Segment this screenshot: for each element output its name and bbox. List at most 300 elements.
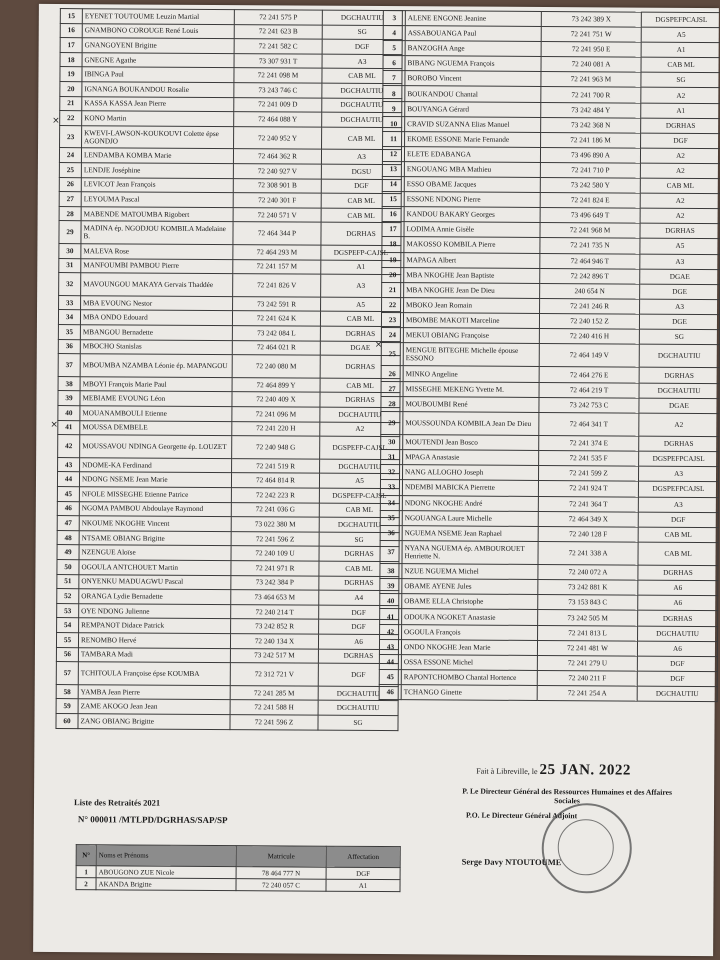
row-number: 22 bbox=[382, 297, 404, 312]
row-number: 45 bbox=[57, 487, 79, 502]
employee-name: MBA ONDO Edouard bbox=[80, 310, 232, 326]
employee-name: MBA NKOGHE Jean Baptiste bbox=[404, 267, 540, 283]
employee-name: MABENDE MATOUMBA Rigobert bbox=[81, 206, 233, 222]
employee-matricule: 72 241 096 M bbox=[232, 407, 320, 422]
row-number: 39 bbox=[58, 391, 80, 406]
employee-name: NFOLE MISSEGHE Etienne Patrice bbox=[79, 487, 231, 503]
employee-matricule: 72 464 021 R bbox=[232, 340, 320, 355]
employee-assignment: A3 bbox=[638, 497, 718, 513]
employee-assignment: DGCHAUTIU bbox=[638, 626, 718, 642]
row-number: 48 bbox=[57, 530, 79, 545]
employee-name: GNANGOYENI Brigitte bbox=[82, 38, 234, 54]
employee-matricule: 73 242 517 M bbox=[230, 648, 318, 663]
employee-matricule: 73 464 653 M bbox=[231, 590, 319, 605]
employee-matricule: 72 240 952 Y bbox=[234, 126, 322, 149]
employee-assignment: DGCHAUTIU bbox=[318, 686, 398, 701]
employee-matricule: 72 464 946 T bbox=[540, 253, 640, 269]
employee-assignment: DGAE bbox=[640, 269, 720, 285]
employee-matricule: 72 241 374 E bbox=[539, 436, 639, 452]
employee-matricule: 72 241 924 T bbox=[538, 481, 638, 497]
row-number: 55 bbox=[56, 632, 78, 647]
row-number: 35 bbox=[58, 325, 80, 340]
employee-assignment: A1 bbox=[641, 103, 720, 119]
employee-assignment: DGRHAS bbox=[640, 223, 720, 239]
row-number: 29 bbox=[59, 221, 81, 244]
employee-name: NGOMA PAMBOU Abdoulaye Raymond bbox=[79, 501, 231, 517]
employee-assignment: A6 bbox=[638, 580, 718, 596]
employee-name: OGOULA ANTCHOUET Martin bbox=[79, 560, 231, 576]
employee-name: OBAME ELLA Christophe bbox=[402, 594, 538, 610]
employee-assignment: DGSPEFP-CAJSL bbox=[319, 488, 399, 503]
employee-assignment: SG bbox=[639, 329, 719, 345]
employee-assignment: DGF bbox=[638, 512, 718, 528]
table-row bbox=[381, 411, 719, 436]
employee-matricule: 72 240 072 A bbox=[538, 565, 638, 581]
employee-name: ASSABOUANGA Paul bbox=[405, 26, 541, 42]
employee-matricule: 72 464 276 E bbox=[539, 367, 639, 383]
employee-matricule: 72 241 735 N bbox=[540, 238, 640, 254]
employee-matricule: 72 241 575 P bbox=[234, 10, 322, 25]
row-number: 14 bbox=[382, 177, 404, 192]
employee-assignment: A5 bbox=[321, 297, 401, 312]
employee-name: MINKO Angeline bbox=[403, 366, 539, 382]
employee-name: RENOMBO Hervé bbox=[78, 633, 230, 649]
employee-matricule: 72 240 211 F bbox=[537, 670, 637, 686]
employee-name: MBOMBE MAKOTI Marceline bbox=[403, 313, 539, 329]
document-page bbox=[33, 4, 719, 956]
employee-name: ORANGA Lydie Bernadette bbox=[79, 589, 231, 605]
employee-matricule: 72 464 293 M bbox=[233, 245, 321, 260]
employee-assignment: A4 bbox=[319, 590, 399, 605]
row-number: 41 bbox=[58, 420, 80, 435]
employee-name: YAMBA Jean Pierre bbox=[78, 684, 230, 700]
employee-name: BOUYANGA Gérard bbox=[405, 101, 541, 117]
employee-name: NANG ALLOGHO Joseph bbox=[403, 465, 539, 481]
employee-name: MENGUE BITEGHE Michelle épouse ESSONO bbox=[403, 343, 539, 367]
employee-assignment: DGCHAUTIU bbox=[319, 517, 399, 532]
employee-matricule: 72 308 901 B bbox=[233, 178, 321, 193]
employee-matricule: 72 241 254 A bbox=[537, 685, 637, 701]
row-number: 33 bbox=[59, 295, 81, 310]
employee-assignment: DGE bbox=[639, 314, 719, 330]
employee-name: IBINGA Paul bbox=[82, 67, 234, 83]
employee-matricule: 72 241 279 U bbox=[537, 655, 637, 671]
row-number: 40 bbox=[380, 594, 402, 609]
employee-matricule: 72 240 948 G bbox=[232, 436, 320, 459]
row-number: 42 bbox=[380, 624, 402, 639]
employee-matricule: 72 464 341 T bbox=[539, 412, 639, 436]
employee-assignment: DGF bbox=[637, 656, 717, 672]
employee-matricule: 72 240 214 T bbox=[231, 604, 319, 619]
employee-assignment: A3 bbox=[321, 150, 401, 165]
employee-matricule: 72 240 409 X bbox=[232, 392, 320, 407]
header-assignment: Affectation bbox=[326, 846, 400, 867]
row-number: 27 bbox=[59, 192, 81, 207]
employee-matricule: 72 464 088 Y bbox=[234, 112, 322, 127]
employee-matricule: 72 241 751 W bbox=[541, 27, 641, 43]
employee-matricule: 72 240 571 V bbox=[233, 207, 321, 222]
row-number: 31 bbox=[381, 450, 403, 465]
employee-matricule: 72 241 009 D bbox=[234, 97, 322, 112]
employee-assignment: A6 bbox=[637, 641, 717, 657]
row-number: 47 bbox=[57, 516, 79, 531]
employee-assignment: DGRHAS bbox=[319, 546, 399, 561]
employee-name: MPAGA Anastasie bbox=[403, 450, 539, 466]
employee-assignment: DGF bbox=[641, 133, 720, 149]
row-number: 9 bbox=[383, 101, 405, 116]
employee-matricule: 72 464 349 X bbox=[538, 511, 638, 527]
row-number: 36 bbox=[380, 525, 402, 540]
employee-assignment: SG bbox=[322, 25, 402, 40]
employee-name: NDOME-KA Ferdinand bbox=[80, 457, 232, 473]
employee-assignment: SG bbox=[319, 532, 399, 547]
employee-matricule: 72 312 721 V bbox=[230, 663, 318, 686]
employee-name: OGOULA François bbox=[402, 624, 538, 640]
employee-name: MAVOUNGOU MAKAYA Gervais Thaddée bbox=[81, 273, 233, 297]
employee-assignment: CAB ML bbox=[322, 127, 402, 150]
table-row bbox=[59, 273, 401, 298]
employee-assignment: DGRHAS bbox=[638, 611, 718, 627]
employee-matricule: 73 307 931 T bbox=[234, 53, 322, 68]
employee-name: NZENGUE Aloïse bbox=[79, 545, 231, 561]
employee-assignment: A3 bbox=[321, 274, 401, 297]
employee-name: LEYOUMA Pascal bbox=[81, 192, 233, 208]
row-number: 5 bbox=[383, 41, 405, 56]
employee-name: GNAMBONO COROUGE René Louis bbox=[82, 23, 234, 39]
employee-assignment: DGCHAUTIU bbox=[639, 344, 719, 368]
employee-matricule: 72 241 971 R bbox=[231, 561, 319, 576]
row-number: 28 bbox=[59, 206, 81, 221]
employee-name: MOUANAMBOULI Etienne bbox=[80, 406, 232, 422]
personnel-table-left bbox=[55, 8, 402, 731]
employee-name: MOUSSA DEMBELE bbox=[80, 420, 232, 436]
employee-assignment: CAB ML bbox=[641, 57, 720, 73]
employee-matricule: 73 496 890 A bbox=[540, 147, 640, 163]
employee-assignment: DGCHAUTIU bbox=[322, 83, 402, 98]
employee-matricule: 72 241 157 M bbox=[233, 259, 321, 274]
employee-name: MEBIAME EVOUNG Léon bbox=[80, 391, 232, 407]
row-number: 25 bbox=[381, 343, 403, 367]
row-number: 46 bbox=[379, 684, 401, 699]
employee-assignment: CAB ML bbox=[320, 378, 400, 393]
employee-name: KASSA KASSA Jean Pierre bbox=[82, 96, 234, 112]
employee-assignment: DGCHAUTIU bbox=[318, 700, 398, 715]
employee-name: MBA NKOGHE Jean De Dieu bbox=[404, 282, 540, 298]
employee-assignment: A5 bbox=[319, 474, 399, 489]
row-number: 37 bbox=[58, 354, 80, 377]
employee-name: BOUKANDOU Chantal bbox=[405, 86, 541, 102]
employee-name: NGUEMA NSEME Jean Raphael bbox=[402, 525, 538, 541]
employee-matricule: 72 240 057 C bbox=[236, 879, 326, 892]
employee-matricule: 73 242 389 X bbox=[541, 12, 641, 28]
row-number: 30 bbox=[381, 435, 403, 450]
row-number: 4 bbox=[383, 26, 405, 41]
employee-assignment: A5 bbox=[641, 27, 720, 43]
employee-assignment: SG bbox=[318, 715, 398, 730]
row-number: 49 bbox=[57, 545, 79, 560]
employee-assignment: DGRHAS bbox=[641, 118, 720, 134]
row-number: 38 bbox=[58, 376, 80, 391]
employee-matricule: 73 242 580 Y bbox=[540, 178, 640, 194]
handwritten-mark: × bbox=[52, 116, 60, 127]
table-row bbox=[379, 684, 717, 701]
table-row bbox=[380, 540, 718, 565]
row-number: 35 bbox=[380, 510, 402, 525]
employee-matricule: 73 153 843 C bbox=[538, 595, 638, 611]
employee-matricule: 72 241 535 F bbox=[539, 451, 639, 467]
row-number: 23 bbox=[60, 125, 82, 148]
employee-matricule: 72 241 596 Z bbox=[230, 715, 318, 730]
table-row bbox=[58, 354, 400, 379]
employee-assignment: DGSPEFPCAJSL bbox=[638, 482, 718, 498]
employee-name: ALENE ENGONE Jeanine bbox=[405, 11, 541, 27]
employee-assignment: DGF bbox=[326, 867, 400, 879]
employee-assignment: A2 bbox=[640, 208, 720, 224]
employee-matricule: 72 240 080 M bbox=[232, 355, 320, 378]
employee-matricule: 72 241 481 W bbox=[537, 640, 637, 656]
employee-matricule: 73 242 505 M bbox=[538, 610, 638, 626]
row-number: 21 bbox=[382, 282, 404, 297]
employee-assignment: DGF bbox=[321, 179, 401, 194]
employee-assignment: DGRHAS bbox=[321, 223, 401, 246]
row-number: 40 bbox=[58, 406, 80, 421]
employee-matricule: 72 240 081 A bbox=[541, 57, 641, 73]
row-number: 39 bbox=[380, 579, 402, 594]
employee-matricule: 72 241 813 L bbox=[538, 625, 638, 641]
employee-assignment: DGSU bbox=[321, 164, 401, 179]
row-number: 30 bbox=[59, 244, 81, 259]
employee-name: MOUSSOUNDA KOMBILA Jean De Dieu bbox=[403, 411, 539, 435]
employee-name: OYE NDONG Julienne bbox=[79, 603, 231, 619]
employee-assignment: A2 bbox=[640, 163, 720, 179]
row-number: 19 bbox=[60, 67, 82, 82]
employee-matricule: 72 240 927 V bbox=[233, 164, 321, 179]
employee-matricule: 73 242 591 R bbox=[233, 296, 321, 311]
employee-matricule: 73 242 753 C bbox=[539, 397, 639, 413]
employee-assignment: CAB ML bbox=[321, 193, 401, 208]
employee-matricule: 72 241 220 H bbox=[232, 421, 320, 436]
employee-name: MADINA ép. NGODJOU KOMBILA Madelaine B. bbox=[81, 221, 233, 245]
employee-assignment: CAB ML bbox=[319, 561, 399, 576]
row-number: 34 bbox=[380, 495, 402, 510]
employee-matricule: 72 464 899 Y bbox=[232, 377, 320, 392]
employee-name: MOUBOUMBI René bbox=[403, 396, 539, 412]
employee-matricule: 72 241 036 G bbox=[231, 502, 319, 517]
header-number: N° bbox=[76, 845, 96, 866]
employee-assignment: DGF bbox=[319, 619, 399, 634]
place-date-prefix: Fait à Libreville, le bbox=[476, 766, 538, 776]
employee-assignment: DGCHAUTIU bbox=[637, 686, 717, 702]
row-number: 18 bbox=[382, 237, 404, 252]
employee-matricule: 73 243 746 C bbox=[234, 83, 322, 98]
employee-matricule: 73 242 084 L bbox=[232, 326, 320, 341]
row-number: 10 bbox=[383, 116, 405, 131]
employee-matricule: 72 241 285 M bbox=[230, 685, 318, 700]
employee-assignment: DGCHAUTIU bbox=[639, 383, 719, 399]
row-number: 42 bbox=[58, 435, 80, 458]
employee-name: MISSEGHE MEKENG Yvette M. bbox=[403, 381, 539, 397]
row-number: 23 bbox=[381, 312, 403, 327]
employee-matricule: 72 241 596 Z bbox=[231, 531, 319, 546]
employee-assignment: DGF bbox=[322, 39, 402, 54]
retired-table bbox=[75, 844, 400, 892]
employee-matricule: 72 241 824 E bbox=[540, 193, 640, 209]
employee-matricule: 72 464 149 V bbox=[539, 344, 639, 368]
employee-matricule: 78 464 777 N bbox=[236, 867, 326, 880]
row-number: 53 bbox=[57, 603, 79, 618]
employee-matricule: 73 242 484 Y bbox=[541, 102, 641, 118]
signer-name: Serge Davy NTOUTOUME bbox=[461, 856, 562, 868]
employee-matricule: 72 241 599 Z bbox=[538, 466, 638, 482]
employee-assignment: A2 bbox=[639, 413, 719, 437]
employee-matricule: 72 241 624 K bbox=[232, 311, 320, 326]
employee-assignment: A3 bbox=[640, 299, 720, 315]
row-number: 41 bbox=[380, 609, 402, 624]
employee-assignment: DGCHAUTIU bbox=[322, 10, 402, 25]
row-number: 50 bbox=[57, 559, 79, 574]
row-number: 17 bbox=[60, 38, 82, 53]
signature-date: 25 JAN. 2022 bbox=[539, 762, 632, 779]
employee-assignment: A6 bbox=[318, 634, 398, 649]
row-number: 17 bbox=[382, 222, 404, 237]
employee-name: OBAME AYENE Jules bbox=[402, 579, 538, 595]
employee-assignment: CAB ML bbox=[319, 503, 399, 518]
signer-title: P. Le Directeur Général des Ressources Humaines et des Affaires Sociales bbox=[462, 786, 672, 806]
employee-assignment: A6 bbox=[638, 595, 718, 611]
employee-matricule: 72 241 963 M bbox=[541, 72, 641, 88]
row-number: 12 bbox=[382, 146, 404, 161]
employee-name: ONYENKU MADUAGWU Pascal bbox=[79, 574, 231, 590]
employee-matricule: 72 241 700 R bbox=[541, 87, 641, 103]
row-number: 27 bbox=[381, 381, 403, 396]
row-number: 28 bbox=[381, 396, 403, 411]
row-number: 16 bbox=[60, 23, 82, 38]
personnel-table-right bbox=[379, 10, 720, 702]
employee-assignment: DGF bbox=[318, 663, 398, 686]
row-number: 31 bbox=[59, 258, 81, 273]
employee-assignment: DGRHAS bbox=[318, 649, 398, 664]
employee-name: KWEVI-LAWSON-KOUKOUVI Colette épse AGONDJO bbox=[82, 125, 234, 149]
employee-name: NYANA NGUEMA ép. AMBOUROUET Henriette N. bbox=[402, 540, 538, 564]
employee-name: MANFOUMBI PAMBOU Pierre bbox=[81, 258, 233, 274]
row-number: 24 bbox=[381, 327, 403, 342]
employee-name: LENDAMBA KOMBA Marie bbox=[81, 148, 233, 164]
employee-name: AKANDA Brigitte bbox=[96, 878, 236, 891]
employee-name: ENGOUANG MBA Mathieu bbox=[404, 162, 540, 178]
employee-name: ZAME AKOGO Jean Jean bbox=[78, 699, 230, 715]
employee-matricule: 72 464 219 T bbox=[539, 382, 639, 398]
employee-name: MEKUI OBIANG Françoise bbox=[403, 328, 539, 344]
employee-name: REMPANOT Didace Patrick bbox=[79, 618, 231, 634]
employee-assignment: DGSPEFP-CAJSL bbox=[320, 436, 400, 459]
employee-name: IGNANGA BOUKANDOU Rosalie bbox=[82, 82, 234, 98]
employee-assignment: A1 bbox=[321, 260, 401, 275]
row-number: 6 bbox=[383, 56, 405, 71]
employee-name: NDEMBI MABICKA Pierrette bbox=[402, 480, 538, 496]
employee-name: LODIMA Annie Gisèle bbox=[404, 222, 540, 238]
row-number: 46 bbox=[57, 501, 79, 516]
row-number: 29 bbox=[381, 411, 403, 435]
employee-matricule: 72 240 416 H bbox=[539, 328, 639, 344]
employee-matricule: 72 464 362 R bbox=[233, 149, 321, 164]
row-number: 18 bbox=[60, 52, 82, 67]
employee-name: ESSO OBAME Jacques bbox=[404, 177, 540, 193]
table-row bbox=[59, 221, 401, 246]
row-number: 7 bbox=[383, 71, 405, 86]
retired-table-body bbox=[76, 866, 400, 892]
employee-name: TCHANGO Ginette bbox=[401, 685, 537, 701]
employee-assignment: DGSPEFPCAJSL bbox=[639, 451, 719, 467]
employee-assignment: DGF bbox=[637, 671, 717, 687]
row-number: 34 bbox=[58, 310, 80, 325]
row-number: 38 bbox=[380, 564, 402, 579]
row-number: 57 bbox=[56, 662, 78, 685]
row-number: 43 bbox=[379, 639, 401, 654]
employee-matricule: 72 464 344 P bbox=[233, 222, 321, 245]
row-number: 45 bbox=[379, 669, 401, 684]
employee-assignment: SG bbox=[641, 72, 720, 88]
employee-matricule: 73 242 368 N bbox=[541, 117, 641, 133]
row-number: 33 bbox=[380, 480, 402, 495]
employee-matricule: 72 240 134 X bbox=[230, 634, 318, 649]
employee-assignment: DGRHAS bbox=[639, 368, 719, 384]
employee-assignment: DGRHAS bbox=[320, 355, 400, 378]
place-and-date bbox=[476, 762, 631, 780]
employee-assignment: DGRHAS bbox=[320, 326, 400, 341]
table-row bbox=[56, 713, 398, 730]
employee-assignment: DGAE bbox=[320, 341, 400, 356]
employee-name: ZANG OBIANG Brigitte bbox=[78, 714, 230, 730]
handwritten-mark: × bbox=[374, 339, 383, 351]
employee-matricule: 240 654 N bbox=[540, 283, 640, 299]
employee-assignment: A2 bbox=[641, 88, 720, 104]
row-number: 1 bbox=[76, 866, 96, 878]
employee-name: ABOUGONO ZUE Nicole bbox=[96, 866, 236, 879]
row-number: 44 bbox=[379, 654, 401, 669]
employee-matricule: 73 242 881 K bbox=[538, 580, 638, 596]
employee-matricule: 72 240 109 U bbox=[231, 546, 319, 561]
employee-name: LEVICOT Jean François bbox=[81, 177, 233, 193]
retired-list-title: Liste des Retraités 2021 bbox=[73, 797, 161, 808]
employee-name: BIBANG NGUEMA François bbox=[405, 56, 541, 72]
employee-matricule: 72 241 710 P bbox=[540, 162, 640, 178]
employee-assignment: DGCHAUTIU bbox=[320, 407, 400, 422]
employee-assignment: A2 bbox=[320, 422, 400, 437]
row-number: 22 bbox=[60, 111, 82, 126]
employee-name: BOROBO Vincent bbox=[405, 71, 541, 87]
employee-name: NTSAME OBIANG Brigitte bbox=[79, 530, 231, 546]
row-number: 20 bbox=[382, 267, 404, 282]
handwritten-mark: × bbox=[50, 420, 58, 431]
employee-matricule: 73 496 649 T bbox=[540, 208, 640, 224]
table-row bbox=[381, 343, 719, 368]
employee-name: MBOUMBA NZAMBA Léonie ép. MAPANGOU bbox=[80, 354, 232, 378]
employee-assignment: A3 bbox=[322, 54, 402, 69]
employee-name: MBOYI François Marie Paul bbox=[80, 376, 232, 392]
employee-matricule: 72 241 519 R bbox=[232, 458, 320, 473]
employee-assignment: A2 bbox=[640, 193, 720, 209]
employee-matricule: 72 241 186 M bbox=[541, 132, 641, 148]
table-row bbox=[56, 662, 398, 687]
employee-assignment: DGRHAS bbox=[319, 576, 399, 591]
row-number: 8 bbox=[383, 86, 405, 101]
employee-name: ESSONE NDONG Pierre bbox=[404, 192, 540, 208]
employee-matricule: 72 241 623 B bbox=[234, 24, 322, 39]
employee-name: BANZOGHA Ange bbox=[405, 41, 541, 57]
employee-matricule: 72 240 128 F bbox=[538, 526, 638, 542]
employee-matricule: 72 241 950 E bbox=[541, 42, 641, 58]
employee-matricule: 72 241 588 H bbox=[230, 700, 318, 715]
